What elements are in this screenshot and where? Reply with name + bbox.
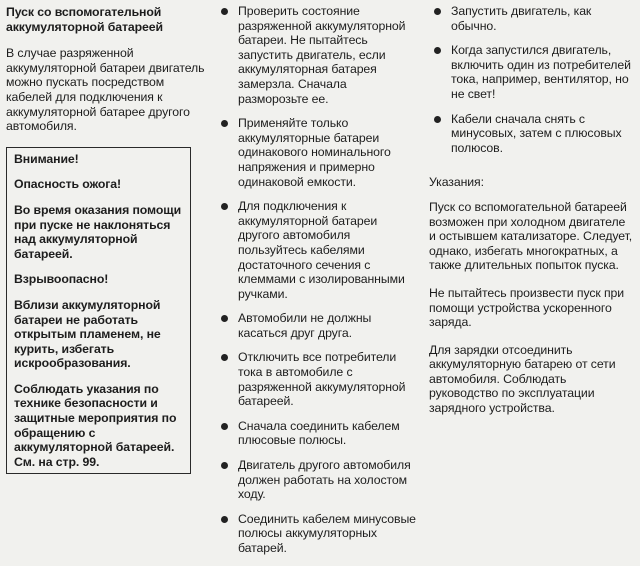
bullet-icon: [221, 423, 228, 430]
warning-box: [6, 147, 191, 475]
bullet-icon: [434, 8, 441, 15]
bullet-icon: [221, 315, 228, 322]
list-item: Проверить состояние разряженной аккумуляторной батареи. Не пытайтесь запустить двигатель, если аккумуляторная батарея замерзла. Сначала разморозьте ее.: [216, 4, 420, 106]
list-item: Применяйте только аккумуляторные батареи одинакового номинального напряжения и примерно одинаковой емкости.: [216, 116, 420, 189]
column-1: [6, 0, 206, 474]
column-3: [429, 0, 635, 429]
steps-list-continued: [429, 4, 635, 155]
warning-explosion-text: Вблизи аккумуляторной батареи не работать открытым пламенем, не курить, избегать искрообразования.: [14, 297, 161, 371]
list-item: Двигатель другого автомобиля должен работать на холостом ходу.: [216, 458, 420, 502]
list-item: Для подключения к аккумуляторной батареи другого автомобиля пользуйтесь кабелями достаточного сечения с клеммами с изолированными ручками.: [216, 199, 420, 301]
column-2: [216, 0, 420, 566]
bullet-icon: [434, 116, 441, 123]
list-item: Сначала соединить кабелем плюсовые полюсы.: [216, 419, 420, 448]
note-paragraph: Для зарядки отсоединить аккумуляторную батарею от сети автомобиля. Соблюдать руководство по эксплуатации зарядного устройства.: [429, 342, 616, 416]
warning-burn-text: Во время оказания помощи при пуске не наклоняться над аккумуляторной батареей.: [14, 202, 182, 261]
list-item: Автомобили не должны касаться друг друга.: [216, 311, 420, 340]
list-item: Отключить все потребители тока в автомобиле с разряженной аккумуляторной батареей.: [216, 350, 420, 408]
bullet-icon: [221, 516, 228, 523]
note-paragraph: Пуск со вспомогательной батареей возможен при холодном двигателе и остывшем катализаторе. Следует, однако, избегать многократных, а также длительных попыток пуска.: [429, 199, 633, 273]
list-item: Когда запустился двигатель, включить один из потребителей тока, например, вентилятор, но не свет!: [429, 43, 635, 101]
bullet-icon: [221, 354, 228, 361]
warning-title: Внимание!: [14, 151, 79, 166]
bullet-icon: [434, 47, 441, 54]
notes-heading: Указания:: [429, 175, 484, 190]
bullet-icon: [221, 203, 228, 210]
list-item: Запустить двигатель, как обычно.: [429, 4, 635, 33]
list-item: Кабели сначала снять с минусовых, затем с плюсовых полюсов.: [429, 112, 635, 156]
steps-list: [216, 4, 420, 556]
bullet-icon: [221, 120, 228, 127]
bullet-icon: [221, 8, 228, 15]
warning-explosion: Взрывоопасно!: [14, 272, 109, 287]
bullet-icon: [221, 462, 228, 469]
warning-burn: Опасность ожога!: [14, 177, 122, 192]
note-paragraph: Не пытайтесь произвести пуск при помощи устройства ускоренного заряда.: [429, 285, 625, 330]
intro-paragraph: В случае разряженной аккумуляторной батареи двигатель можно пускать посредством кабелей для подключения к аккумуляторной батарее другого автомобиля.: [6, 46, 205, 134]
list-item: Соединить кабелем минусовые полюсы аккумуляторных батарей.: [216, 512, 420, 556]
warning-safety-text: Соблюдать указания по технике безопасности и защитные мероприятия по обращению с аккумуляторной батареей. См. на стр. 99.: [14, 381, 177, 469]
section-heading: Пуск со вспомогательной аккумуляторной батареей: [6, 5, 163, 34]
